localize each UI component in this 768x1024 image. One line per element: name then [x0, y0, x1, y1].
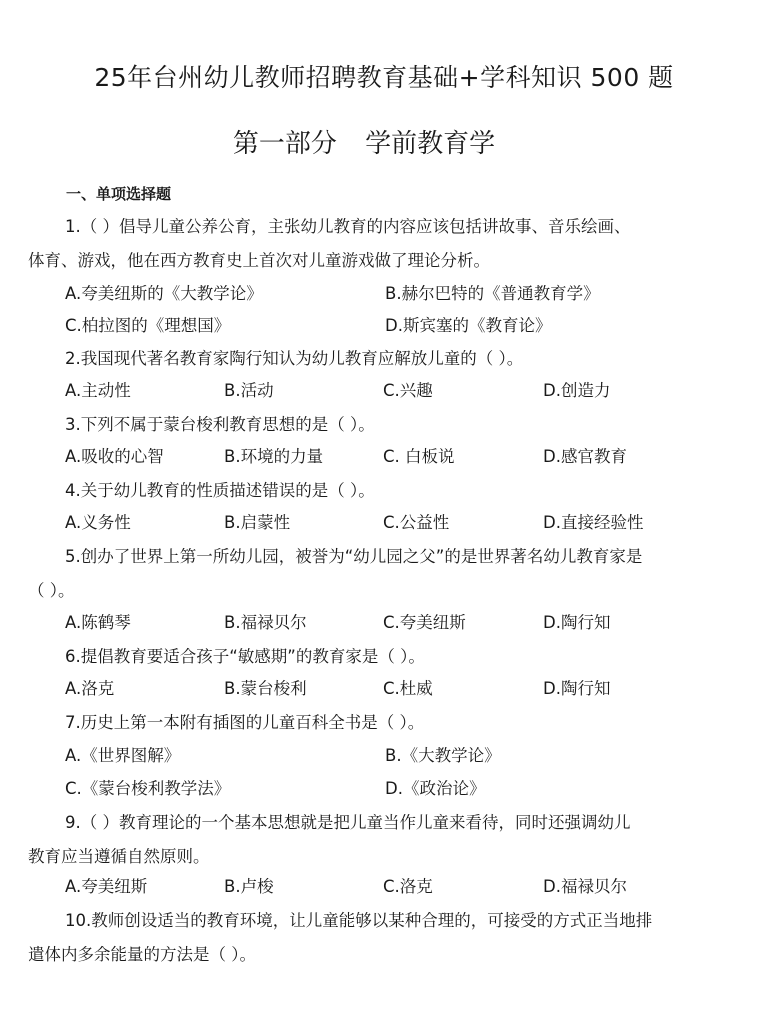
option-a: A.洛克 — [65, 679, 115, 698]
option-d: D.创造力 — [543, 381, 611, 400]
option-a: A.夸美纽斯的《大教学论》 — [65, 284, 263, 303]
option-row — [28, 310, 718, 342]
option-d: D.福禄贝尔 — [543, 877, 627, 896]
option-c: C. 白板说 — [383, 447, 455, 466]
option-b: B.福禄贝尔 — [224, 613, 307, 632]
question-10 — [28, 904, 718, 972]
option-row — [28, 673, 718, 705]
option-row — [28, 871, 718, 903]
option-b: B.卢梭 — [224, 877, 274, 896]
question-stem-continued: 体育、游戏，他在西方教育史上首次对儿童游戏做了理论分析。 — [28, 251, 490, 270]
question-7 — [28, 706, 718, 740]
question-1 — [28, 210, 718, 278]
document-title: 25年台州幼儿教师招聘教育基础+学科知识 500 题 — [94, 63, 674, 92]
option-d: D.陶行知 — [543, 613, 611, 632]
question-6 — [28, 640, 718, 674]
option-row — [28, 375, 718, 407]
option-d: D.陶行知 — [543, 679, 611, 698]
question-2 — [28, 342, 718, 376]
option-a: A.陈鹤琴 — [65, 613, 131, 632]
option-d: D.直接经验性 — [543, 513, 644, 532]
option-a: A.《世界图解》 — [65, 746, 181, 765]
option-a: A.吸收的心智 — [65, 447, 164, 466]
question-stem: 7.历史上第一本附有插图的儿童百科全书是（ ）。 — [65, 713, 425, 732]
question-4 — [28, 474, 718, 508]
option-b: B.蒙台梭利 — [224, 679, 307, 698]
option-row — [28, 773, 718, 805]
option-c: C.《蒙台梭利教学法》 — [65, 779, 231, 798]
option-b: B.赫尔巴特的《普通教育学》 — [385, 284, 600, 303]
question-9 — [28, 806, 718, 874]
question-stem: 6.提倡教育要适合孩子“敏感期”的教育家是（ ）。 — [65, 647, 425, 666]
question-stem: 10.教师创设适当的教育环境，让儿童能够以某种合理的，可接受的方式正当地排 — [65, 911, 653, 930]
question-stem: 2.我国现代著名教育家陶行知认为幼儿教育应解放儿童的（ ）。 — [65, 349, 524, 368]
part-title: 第一部分 学前教育学 — [232, 129, 496, 159]
option-d: D.感官教育 — [543, 447, 627, 466]
option-c: C.杜威 — [383, 679, 433, 698]
question-stem: 1.（ ）倡导儿童公养公育，主张幼儿教育的内容应该包括讲故事、音乐绘画、 — [65, 217, 631, 236]
option-d: D.斯宾塞的《教育论》 — [385, 316, 552, 335]
question-stem-continued: 教育应当遵循自然原则。 — [28, 847, 210, 866]
option-a: A.主动性 — [65, 381, 131, 400]
option-b: B.活动 — [224, 381, 274, 400]
option-row — [28, 441, 718, 473]
option-a: A.义务性 — [65, 513, 131, 532]
question-5 — [28, 540, 718, 608]
option-c: C.洛克 — [383, 877, 433, 896]
question-stem: 9.（ ）教育理论的一个基本思想就是把儿童当作儿童来看待，同时还强调幼儿 — [65, 813, 631, 832]
option-b: B.环境的力量 — [224, 447, 324, 466]
question-stem: 4.关于幼儿教育的性质描述错误的是（ ）。 — [65, 481, 375, 500]
option-c: C.兴趣 — [383, 381, 433, 400]
section-heading: 一、单项选择题 — [66, 185, 172, 203]
option-c: C.柏拉图的《理想国》 — [65, 316, 231, 335]
option-row — [28, 278, 718, 310]
question-3 — [28, 408, 718, 442]
question-stem-continued: 遣体内多余能量的方法是（ ）。 — [28, 945, 256, 964]
option-row — [28, 507, 718, 539]
question-stem-continued: （ ）。 — [28, 581, 75, 600]
option-b: B.启蒙性 — [224, 513, 291, 532]
question-stem: 3.下列不属于蒙台梭利教育思想的是（ ）。 — [65, 415, 375, 434]
option-a: A.夸美纽斯 — [65, 877, 148, 896]
option-b: B.《大教学论》 — [385, 746, 501, 765]
option-row — [28, 607, 718, 639]
option-row — [28, 740, 718, 772]
option-c: C.夸美纽斯 — [383, 613, 466, 632]
option-d: D.《政治论》 — [385, 779, 486, 798]
option-c: C.公益性 — [383, 513, 450, 532]
question-stem: 5.创办了世界上第一所幼儿园，被誉为“幼儿园之父”的是世界著名幼儿教育家是 — [65, 547, 643, 566]
